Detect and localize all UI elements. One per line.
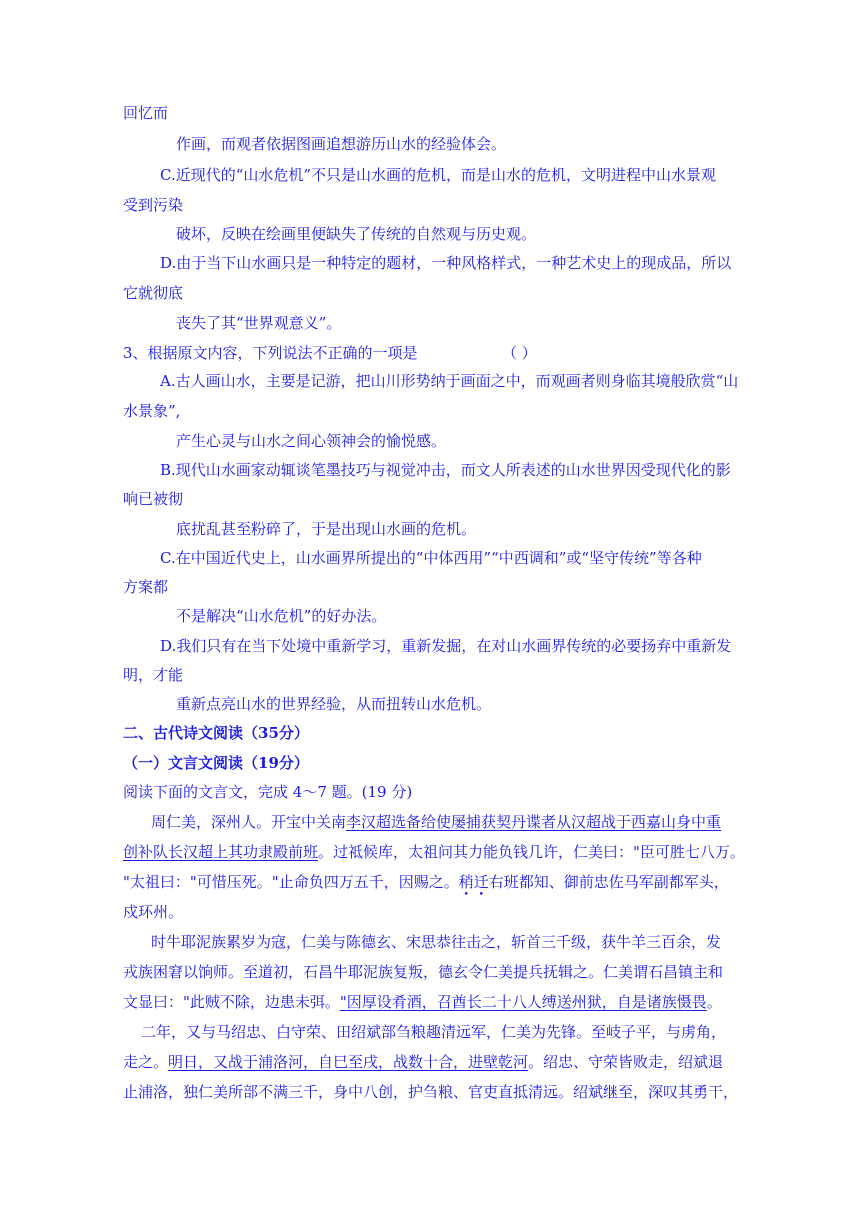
underlined-sentence: 李汉超选备给使屡捕获契丹谍者从汉超战于西嘉山身中重: [346, 813, 722, 831]
option-d: D.由于当下山水画只是一种特定的题材，一种风格样式，一种艺术史上的现成品，所以: [160, 254, 732, 272]
instructions: 阅读下面的文言文，完成 4～7 题。(19 分): [123, 783, 413, 801]
passage-line: 戎族困窘以饷师。至道初，石昌牛耶泥族复叛，德玄令仁美提兵抚辑之。仁美谓石昌镇主和: [123, 963, 724, 981]
subsection-heading: （一）文言文阅读（19分）: [123, 754, 309, 772]
text-line: 重新点亮山水的世界经验，从而扭转山水危机。: [176, 695, 492, 713]
passage-line: 止浦洛，独仁美所部不满三千，身中八创，护刍粮、官吏直抵清远。绍斌继至，深叹其勇干，: [123, 1083, 739, 1101]
text-line: 作画，而观者依据图画追想游历山水的经验体会。: [176, 135, 507, 153]
option-b: B.现代山水画家动辄谈笔墨技巧与视觉冲击，而文人所表述的山水世界因受现代化的影: [160, 461, 731, 479]
text-line: 方案都: [123, 578, 169, 596]
emphasis-char: 迁: [473, 873, 489, 891]
text-line: 回忆而: [123, 104, 169, 122]
answer-blank: （ ）: [502, 344, 537, 362]
passage-line: "太祖曰："可惜压死。"止命负四万五千，因赐之。稍迁右班都知、御前忠佐马军副都军头，: [123, 873, 729, 891]
passage-line: 走之。明日，又战于浦洛河，自巳至戌，战数十合，进壁乾河。绍忠、守荣皆败走，绍斌退: [123, 1053, 724, 1071]
option-a: A.古人画山水，主要是记游，把山川形势纳于画面之中，而观画者则身临其境般欣赏“山: [160, 372, 739, 390]
section-heading: 二、古代诗文阅读（35分）: [123, 724, 309, 742]
text-line: 它就彻底: [123, 284, 184, 302]
text-line: 丧失了其“世界观意义”。: [176, 314, 342, 332]
passage-line: 文显曰："此贼不除，边患未弭。"因厚设肴酒，召酋长二十八人缚送州狱，自是诸族慑畏。: [123, 993, 722, 1011]
passage-line: 周仁美，深州人。开宝中关南李汉超选备给使屡捕获契丹谍者从汉超战于西嘉山身中重: [151, 813, 722, 831]
passage-line: 二年，又与马绍忠、白守荣、田绍斌部刍粮趣清远军，仁美为先锋。至岐子平，与虏角，: [141, 1023, 727, 1041]
text-line: 水景象”,: [123, 402, 181, 420]
passage-line: 创补队长汉超上其功隶殿前班。过祗候库，太祖问其力能负钱几许，仁美曰："臣可胜七八万。: [123, 843, 745, 861]
emphasis-char: 稍: [458, 873, 474, 891]
text-line: 产生心灵与山水之间心领神会的愉悦感。: [176, 432, 447, 450]
text-line: 响已被彻: [123, 490, 184, 508]
option-c: C.近现代的“山水危机”不只是山水画的危机，而是山水的危机，文明进程中山水景观: [160, 166, 717, 184]
passage-line: 时牛耶泥族累岁为寇，仁美与陈德玄、宋思恭往击之，斩首三千级，获牛羊三百余，发: [151, 933, 722, 951]
option-c: C.在中国近代史上，山水画界所提出的“中体西用”“中西调和”或“坚守传统”等各种: [160, 549, 702, 567]
underlined-sentence: "因厚设肴酒，召酋长二十八人缚送州狱，自是诸族慑畏: [339, 993, 707, 1011]
text-line: 受到污染: [123, 196, 184, 214]
passage-line: 戍环州。: [123, 903, 184, 921]
underlined-sentence: 创补队长汉超上其功隶殿前班: [123, 843, 319, 861]
text-line: 底扰乱甚至粉碎了，于是出现山水画的危机。: [176, 520, 477, 538]
text-line: 不是解决“山水危机”的好办法。: [176, 607, 387, 625]
underlined-sentence: 明日，又战于浦洛河，自巳至戌，战数十合，进壁乾河: [168, 1053, 529, 1071]
option-d: D.我们只有在当下处境中重新学习，重新发掘，在对山水画界传统的必要扬弃中重新发: [160, 637, 732, 655]
question-3: 3、根据原文内容，下列说法不正确的一项是: [123, 344, 418, 362]
text-line: 破坏，反映在绘画里便缺失了传统的自然观与历史观。: [176, 225, 537, 243]
text-line: 明，才能: [123, 666, 184, 684]
